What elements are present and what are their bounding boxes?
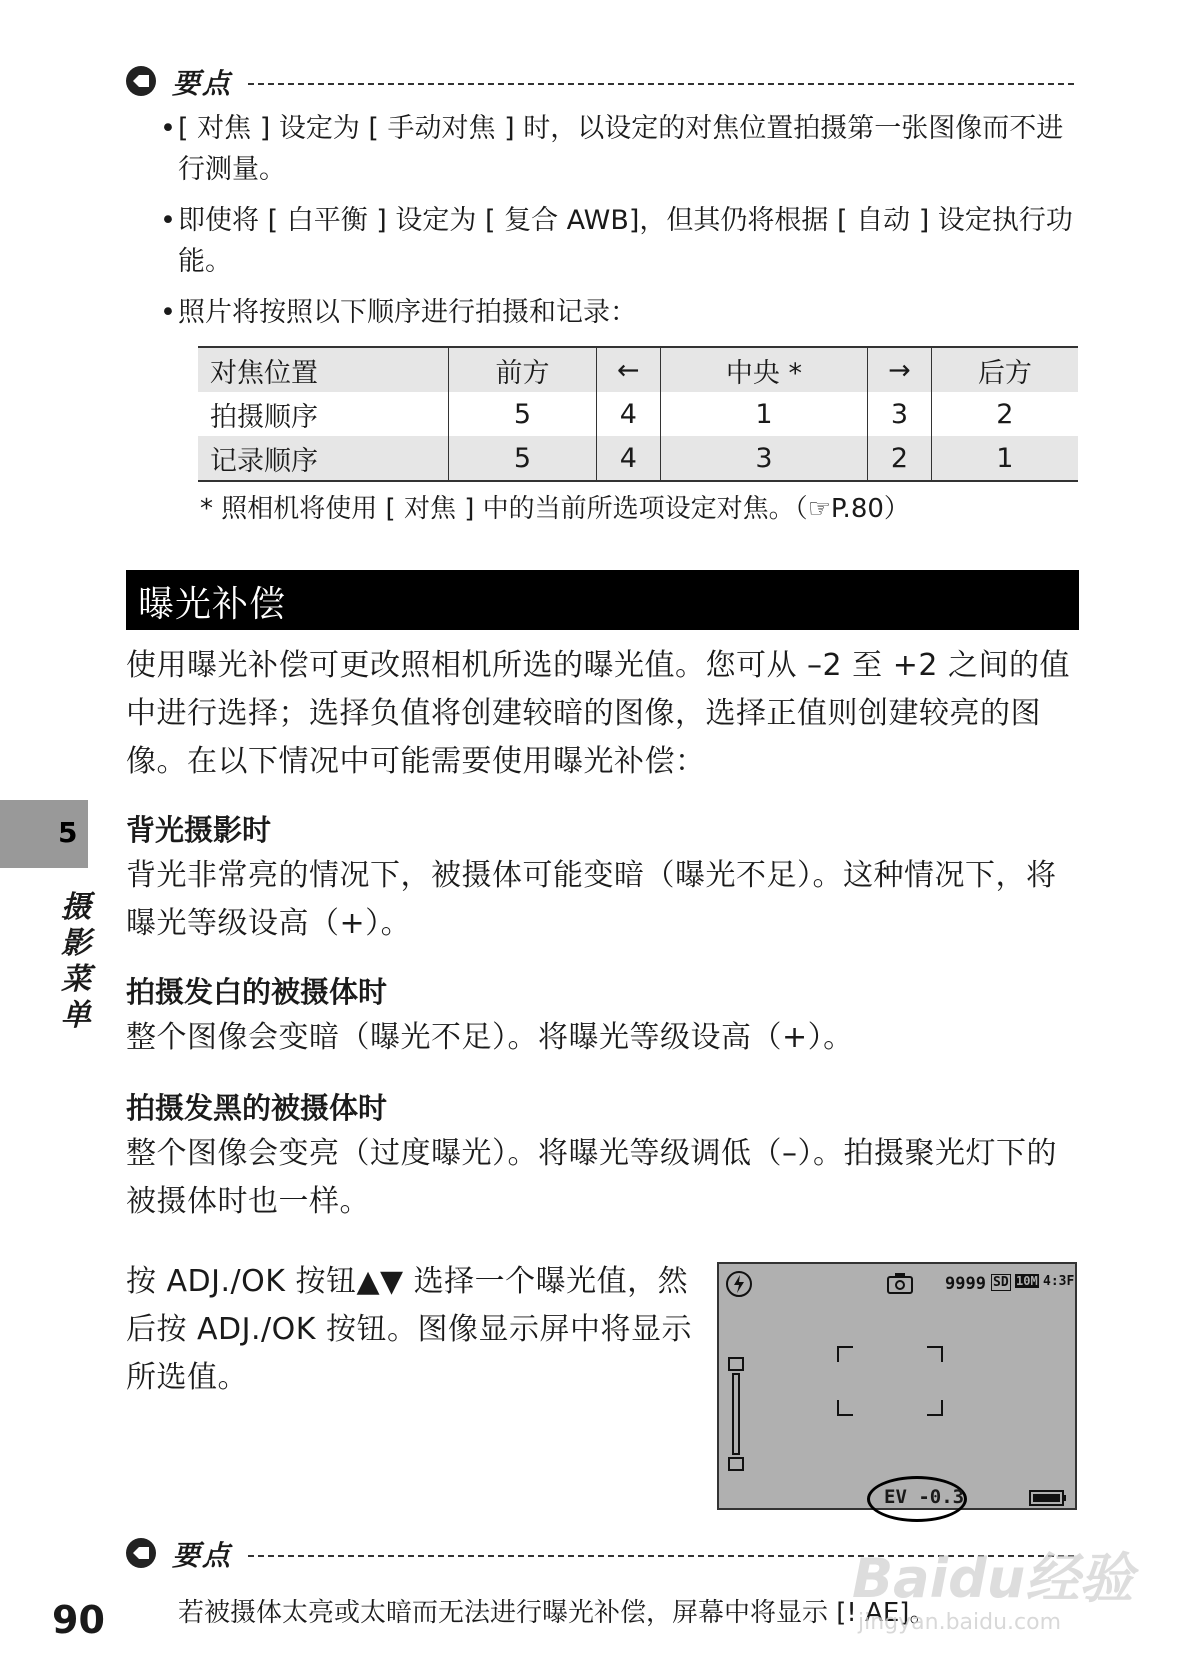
flash-auto-icon — [725, 1270, 753, 1298]
instruction-text: 按 ADJ./OK 按钮▲▼ 选择一个曝光值，然后按 ADJ./OK 按钮。图像显示屏中将显示所选值。 — [126, 1264, 692, 1395]
note-header-top — [124, 64, 1074, 98]
table-cell: 4 — [597, 392, 661, 436]
focus-frame-corner — [837, 1400, 853, 1416]
table-footnote: * 照相机将使用 [ 对焦 ] 中的当前所选项设定对焦。（☞P.80） — [200, 494, 910, 524]
table-header-cell: 前方 — [449, 347, 597, 392]
watermark-url: jingyan.baidu.com — [858, 1610, 1062, 1635]
section-intro: 使用曝光补偿可更改照相机所选的曝光值。您可从 –2 至 +2 之间的值中进行选择；选择负值将创建较暗的图像，选择正值则创建较亮的图像。在以下情况中可能需要使用曝光补偿： — [126, 648, 1070, 779]
chapter-number: 5 — [58, 816, 78, 849]
table-header-cell: 中央 * — [660, 347, 868, 392]
table-cell: 2 — [931, 392, 1078, 436]
table-cell: 5 — [449, 392, 597, 436]
case-text: 背光非常亮的情况下，被摄体可能变暗（曝光不足）。这种情况下，将曝光等级设高（+）。 — [126, 858, 1057, 941]
table-cell: 2 — [868, 436, 932, 481]
case-heading: 拍摄发白的被摄体时 — [126, 975, 388, 1009]
case-text: 整个图像会变亮（过度曝光）。将曝光等级调低（–）。拍摄聚光灯下的被摄体时也一样。 — [126, 1136, 1057, 1219]
table-cell: 3 — [868, 392, 932, 436]
aspect-badge: 4:3F — [1043, 1274, 1075, 1289]
table-header-cell: 后方 — [931, 347, 1078, 392]
sd-card-badge: SD — [993, 1275, 1009, 1290]
table-header-cell: ← — [597, 347, 661, 392]
table-cell: 5 — [449, 436, 597, 481]
table-cell: 1 — [660, 392, 868, 436]
table-cell: 3 — [660, 436, 868, 481]
shooting-order-table — [198, 346, 1078, 482]
note-divider — [248, 83, 1074, 85]
table-cell: 1 — [931, 436, 1078, 481]
watermark-logo: Baidu经验 — [852, 1547, 1134, 1610]
table-header-cell: → — [868, 347, 932, 392]
focus-frame-corner — [927, 1346, 943, 1362]
note-text: 若被摄体太亮或太暗而无法进行曝光补偿，屏幕中将显示 [! AE]。 — [178, 1598, 936, 1628]
image-size-badge: 10M — [1016, 1274, 1038, 1288]
page-number: 90 — [52, 1598, 105, 1642]
chapter-tab — [0, 800, 88, 868]
note-bullet: • [ 对焦 ] 设定为 [ 手动对焦 ] 时，以设定的对焦位置拍摄第一张图像而不进行测量。 — [160, 113, 1064, 185]
case-heading: 拍摄发黑的被摄体时 — [126, 1091, 388, 1125]
note-title: 要点 — [172, 67, 233, 100]
chapter-label: 摄影菜单 — [61, 890, 91, 1033]
ev-value: EV -0.3 — [884, 1486, 965, 1508]
note-bullet: • 即使将 [ 白平衡 ] 设定为 [ 复合 AWB]，但其仍将根据 [ 自动 ] 设定执行功能。 — [160, 205, 1073, 277]
camera-mode-icon — [887, 1272, 913, 1294]
table-cell: 4 — [597, 436, 661, 481]
case-heading: 背光摄影时 — [126, 813, 272, 847]
note-icon — [124, 1536, 158, 1570]
focus-frame-corner — [837, 1346, 853, 1362]
section-title: 曝光补偿 — [138, 584, 287, 625]
section-title-bar — [126, 570, 1079, 630]
table-cell: 拍摄顺序 — [210, 401, 318, 433]
note-icon — [124, 64, 158, 98]
table-cell: 记录顺序 — [198, 436, 449, 481]
case-text: 整个图像会变暗（曝光不足）。将曝光等级设高（+）。 — [126, 1020, 854, 1055]
battery-icon — [1029, 1490, 1067, 1506]
camera-screen — [717, 1262, 1077, 1510]
table-row — [198, 392, 1078, 436]
table-row — [198, 436, 1078, 481]
zoom-bar-icon — [727, 1356, 745, 1472]
table-header-cell: 对焦位置 — [198, 347, 449, 392]
note-bullet: • 照片将按照以下顺序进行拍摄和记录： — [160, 297, 637, 328]
focus-frame-corner — [927, 1400, 943, 1416]
note-title: 要点 — [172, 1539, 233, 1572]
shots-remaining: 9999 — [945, 1274, 986, 1294]
table-header-row — [198, 347, 1078, 392]
